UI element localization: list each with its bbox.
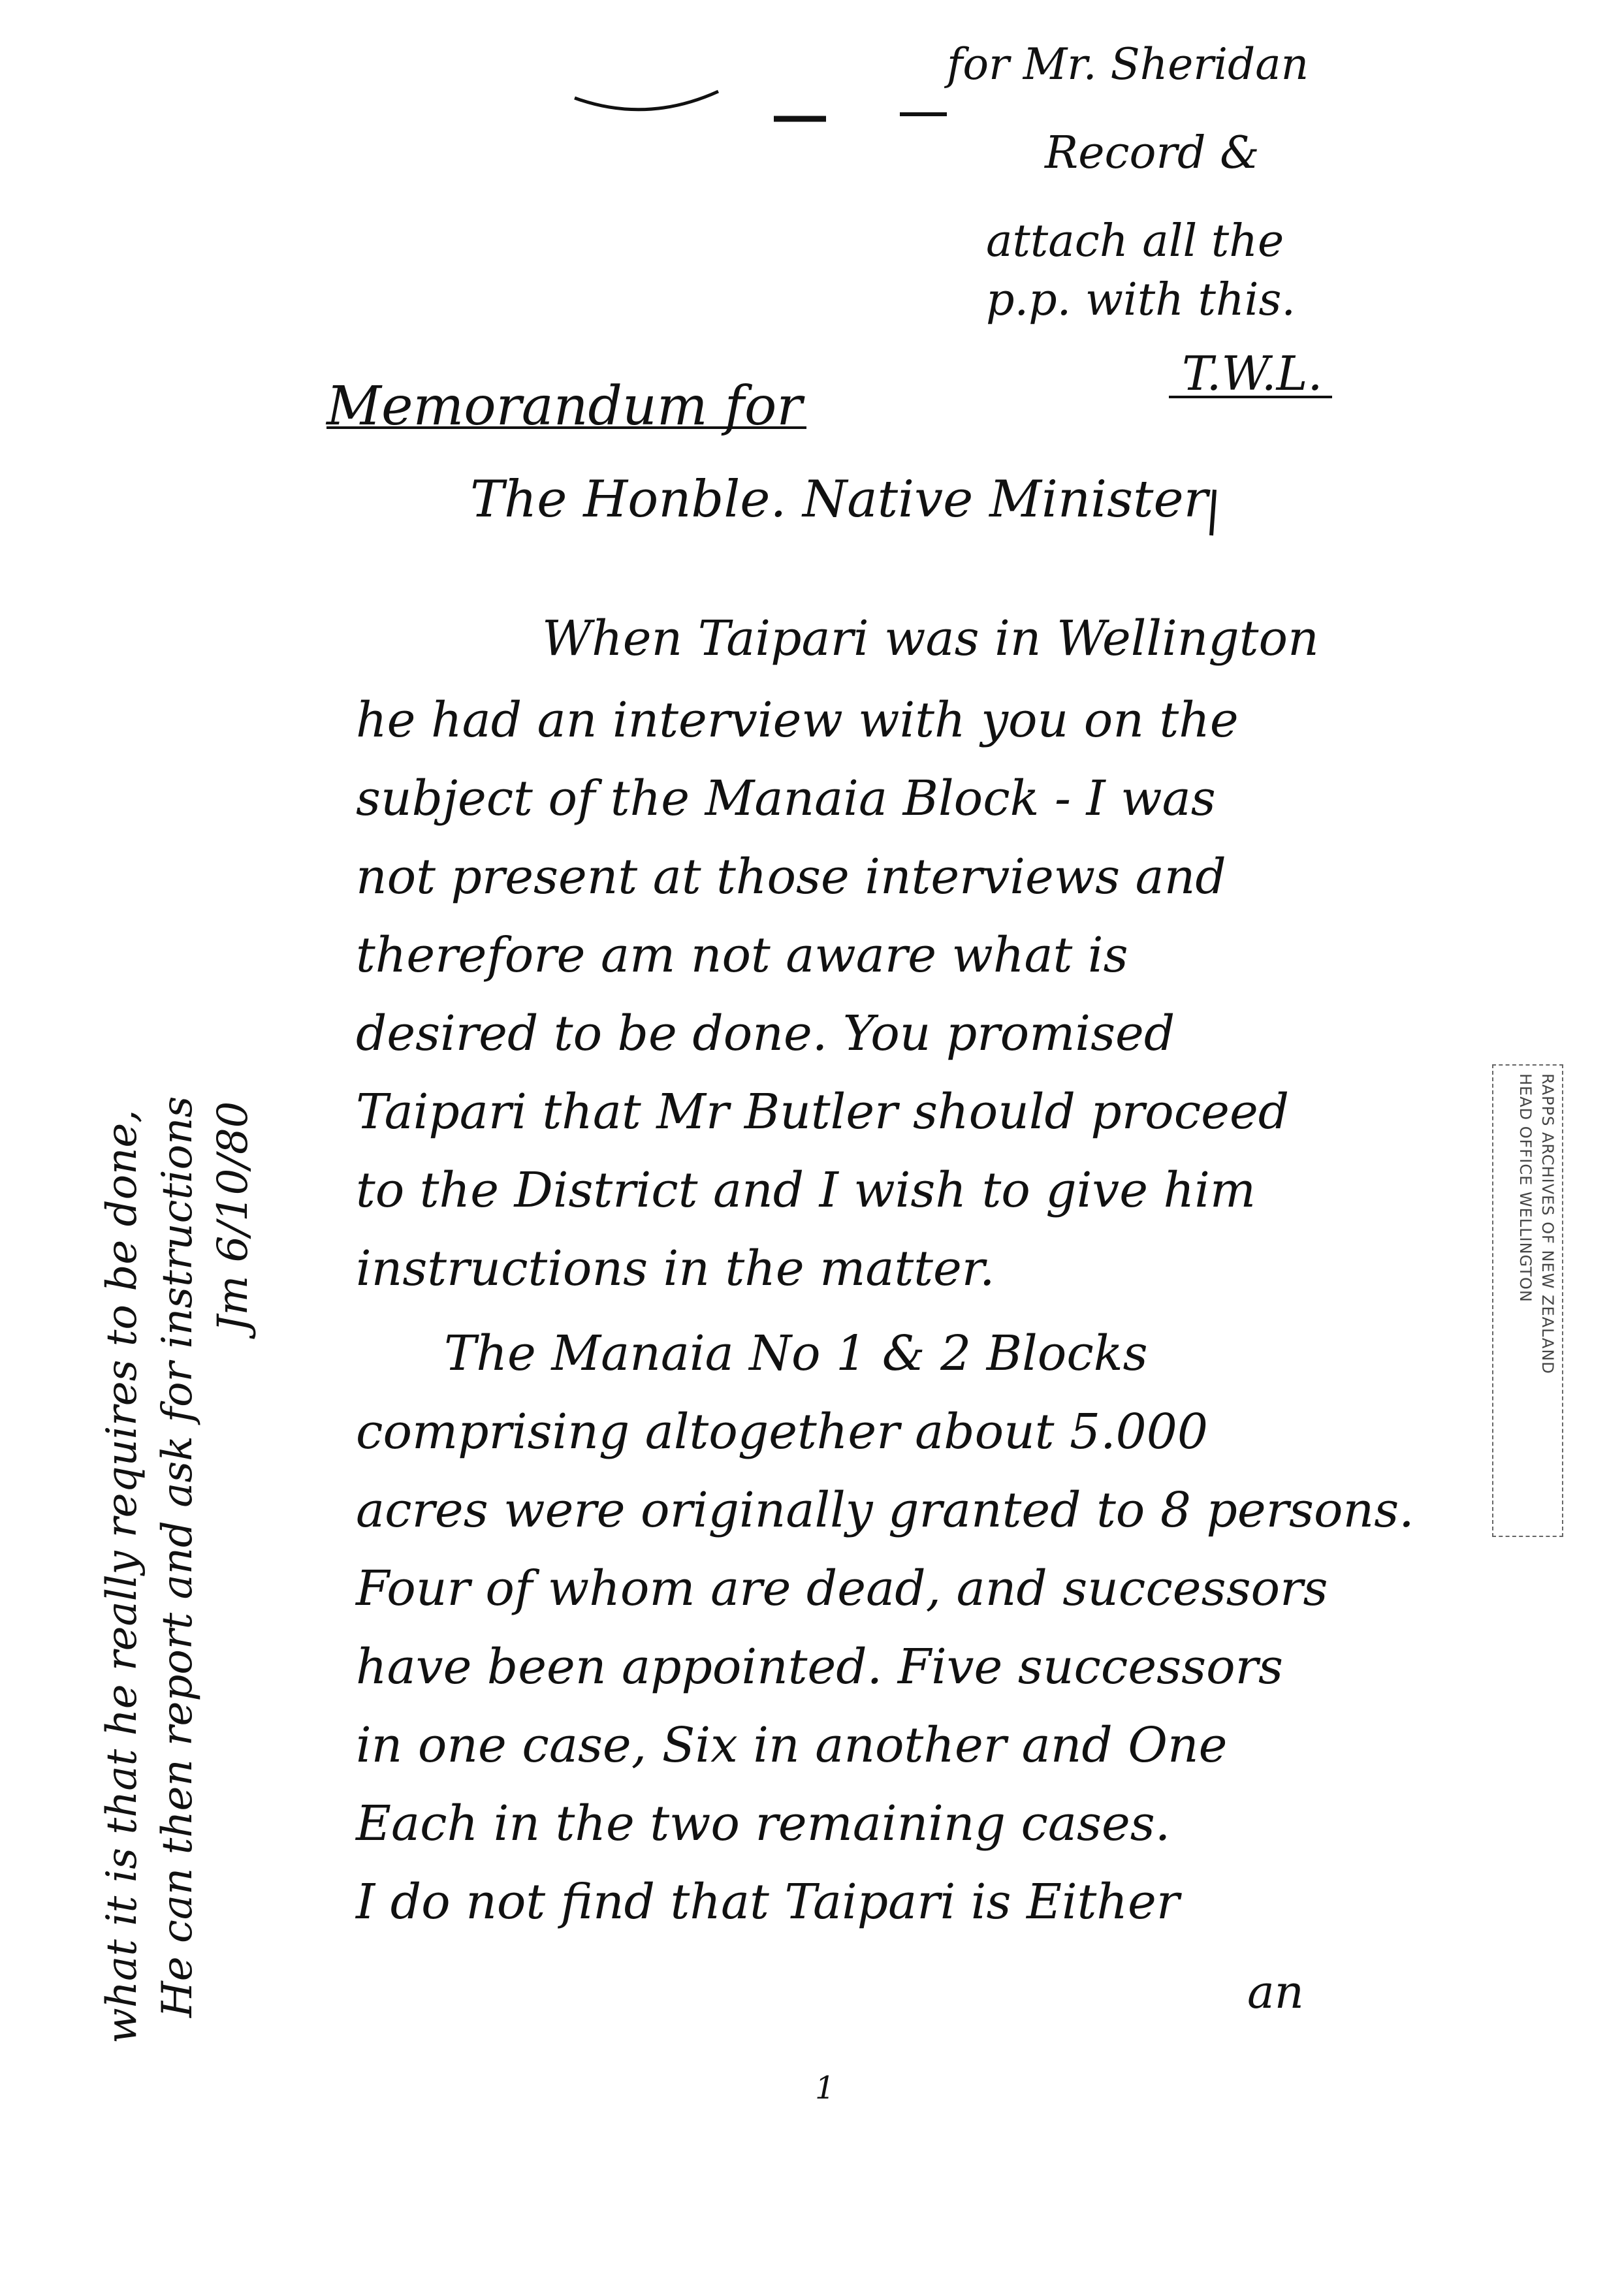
memo-title: Memorandum for: [326, 375, 803, 437]
body-line-15: in one case, Six in another and One: [356, 1717, 1228, 1773]
archive-stamp-line2: HEAD OFFICE WELLINGTON: [1516, 1073, 1535, 1303]
page-mark: 1: [815, 2070, 835, 2106]
handwritten-note-line3: attach all the: [986, 215, 1284, 267]
archive-stamp: [1492, 1064, 1563, 1537]
body-line-17: I do not find that Taipari is Either: [356, 1874, 1180, 1930]
body-line-9: instructions in the matter.: [356, 1241, 995, 1297]
memo-addressee: The Honble. Native Minister: [470, 470, 1208, 529]
body-line-10: The Manaia No 1 & 2 Blocks: [444, 1325, 1148, 1382]
body-line-5: therefore am not aware what is: [356, 927, 1128, 983]
body-line-1: When Taipari was in Wellington: [542, 610, 1319, 667]
body-line-12: acres were originally granted to 8 persons.: [356, 1482, 1414, 1538]
margin-annotation-line2: He can then report and ask for instructions: [153, 1096, 202, 2018]
margin-annotation: [91, 901, 287, 2044]
body-line-11: comprising altogether about 5.000: [356, 1404, 1208, 1460]
catchword: an: [1247, 1965, 1304, 2019]
handwritten-note-line4: p.p. with this.: [986, 274, 1296, 326]
body-line-3: subject of the Manaia Block - I was: [356, 770, 1216, 827]
margin-annotation-signature: Jm 6/10/80: [209, 1101, 257, 1332]
handwritten-note-line2: Record &: [1045, 127, 1260, 179]
body-line-7: Taipari that Mr Butler should proceed: [356, 1084, 1290, 1140]
body-line-4: not present at those interviews and: [356, 849, 1226, 905]
body-line-14: have been appointed. Five successors: [356, 1639, 1284, 1695]
body-line-2: he had an interview with you on the: [356, 692, 1239, 748]
margin-annotation-line1: what it is that he really requires to be done,: [98, 1109, 146, 2044]
handwritten-note-line1: for Mr. Sheridan: [947, 39, 1309, 89]
body-line-6: desired to be done. You promised: [356, 1006, 1175, 1062]
body-line-13: Four of whom are dead, and successors: [356, 1561, 1328, 1617]
handwritten-initials: T.W.L.: [1182, 346, 1323, 401]
body-line-16: Each in the two remaining cases.: [356, 1796, 1171, 1852]
archive-stamp-line1: RAPPS ARCHIVES OF NEW ZEALAND: [1538, 1073, 1557, 1374]
body-line-8: to the District and I wish to give him: [356, 1162, 1256, 1218]
